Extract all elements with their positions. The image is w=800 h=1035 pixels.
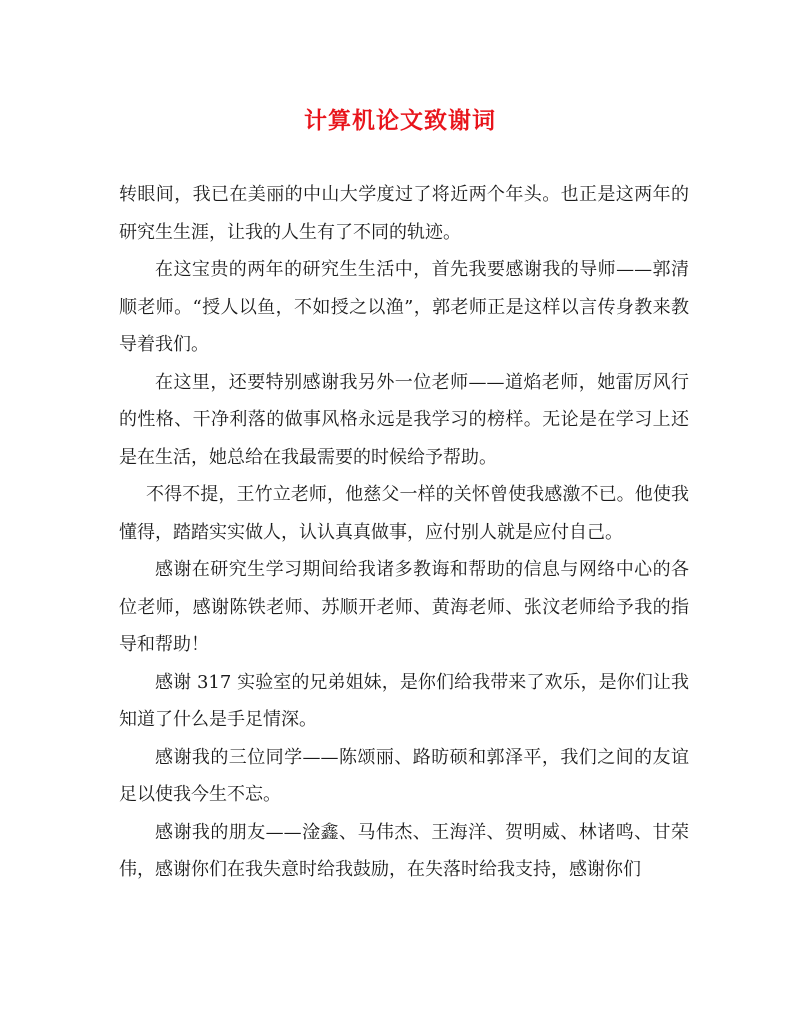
paragraph-7: 感谢我的三位同学——陈颂丽、路昉硕和郭泽平，我们之间的友谊足以使我今生不忘。 xyxy=(119,746,689,805)
paragraph-6: 感谢 317 实验室的兄弟姐妹，是你们给我带来了欢乐，是你们让我知道了什么是手足情深。 xyxy=(119,671,689,730)
paragraph-5: 感谢在研究生学习期间给我诸多教诲和帮助的信息与网络中心的各位老师，感谢陈铁老师、苏顺开老师、黄海老师、张汶老师给予我的指导和帮助！ xyxy=(119,559,689,655)
paragraph-3: 在这里，还要特别感谢我另外一位老师——道焰老师，她雷厉风行的性格、干净利落的做事风格永远是我学习的榜样。无论是在学习上还是在生活，她总给在我最需要的时候给予帮助。 xyxy=(119,371,689,468)
paragraph-1: 转眼间，我已在美丽的中山大学度过了将近两个年头。也正是这两年的研究生生涯，让我的人生有了不同的轨迹。 xyxy=(119,184,689,243)
paragraph-2: 在这宝贵的两年的研究生生活中，首先我要感谢我的导师——郭清顺老师。“授人以鱼，不如授之以渔”，郭老师正是这样以言传身教来教导着我们。 xyxy=(119,259,689,355)
document-body xyxy=(119,176,689,889)
document-title: 计算机论文致谢词 xyxy=(304,107,496,134)
paragraph-4: 不得不提，王竹立老师，他慈父一样的关怀曾使我感激不已。他使我懂得，踏踏实实做人，认认真真做事，应付别人就是应付自己。 xyxy=(119,484,689,543)
paragraph-8: 感谢我的朋友——淦鑫、马伟杰、王海洋、贺明威、林诸鸣、甘荣伟，感谢你们在我失意时给我鼓励，在失落时给我支持，感谢你们 xyxy=(119,821,689,880)
